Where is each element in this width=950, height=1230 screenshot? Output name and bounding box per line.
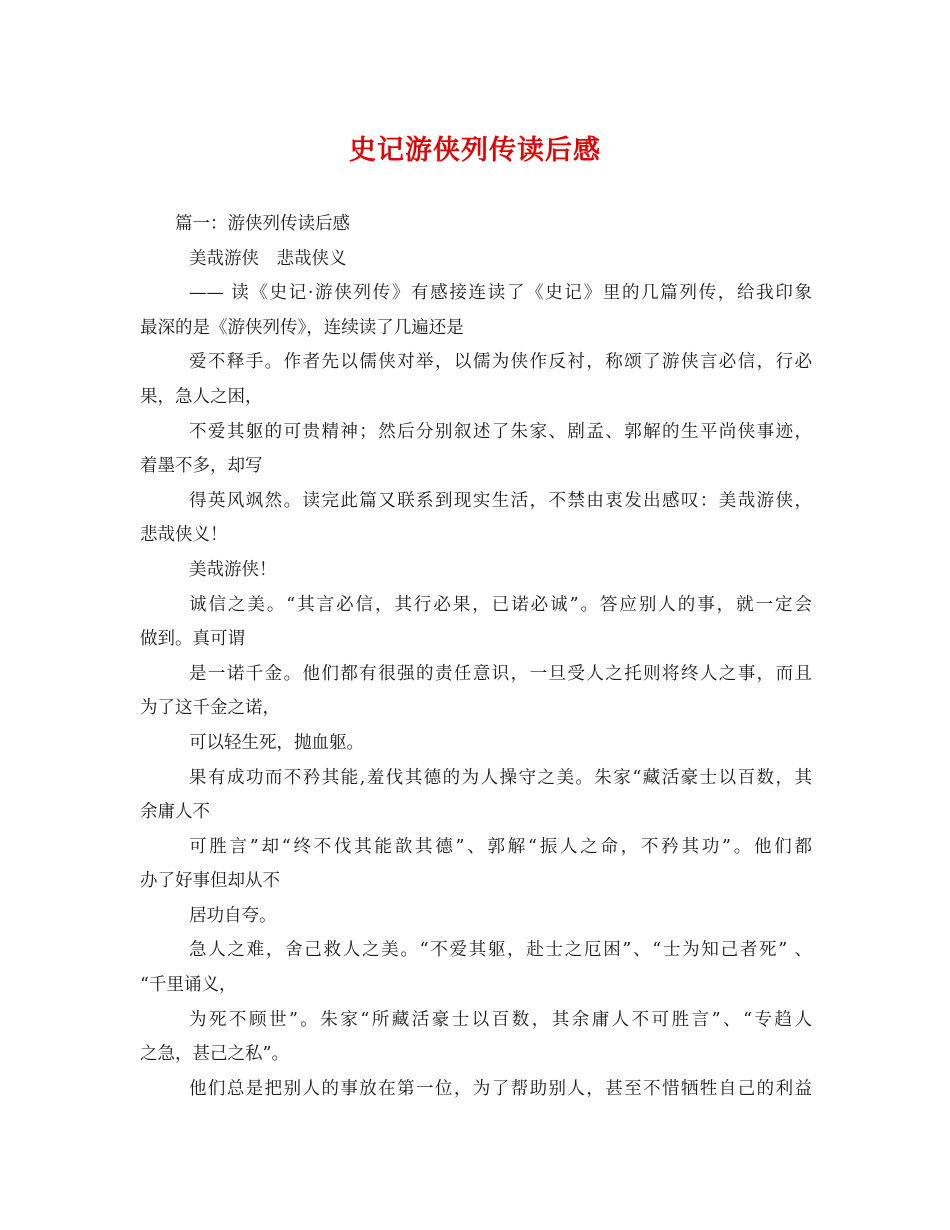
- paragraph-line: 果有成功而不矜其能,羞伐其德的为人操守之美。朱家“藏活豪士以百数，其: [189, 767, 812, 788]
- paragraph-line: 可以轻生死，抛血躯。: [189, 732, 364, 753]
- paragraph-line: 诚信之美。“其言必信，其行必果，已诺必诚”。答应别人的事，就一定会: [189, 594, 812, 615]
- paragraph-line: 果，急人之困，: [140, 386, 263, 407]
- paragraph-line: 悲哉侠义！: [140, 525, 228, 546]
- paragraph-line: 办了好事但却从不: [140, 871, 280, 892]
- paragraph-line: 爱不释手。作者先以儒侠对举，以儒为侠作反衬，称颂了游侠言必信，行必: [189, 352, 812, 373]
- paragraph-line: 急人之难，舍己救人之美。“不爱其躯，赴士之厄困”、“士为知己者死” 、: [189, 940, 812, 961]
- paragraph-line: 他们总是把别人的事放在第一位，为了帮助别人，甚至不惜牺牲自己的利益: [189, 1078, 812, 1099]
- paragraph-line: 可胜言”却“终不伐其能歆其德”、郭解“振人之命，不矜其功”。他们都: [189, 836, 812, 857]
- paragraph-line: 余庸人不: [140, 802, 210, 823]
- paragraph-line: 居功自夸。: [189, 905, 277, 926]
- paragraph-line: 为死不顾世”。朱家“所藏活豪士以百数，其余庸人不可胜言”、“专趋人: [189, 1009, 812, 1030]
- paragraph-line: 不爱其躯的可贵精神；然后分别叙述了朱家、剧孟、郭解的生平尚侠事迹，: [189, 421, 812, 442]
- document-body: [140, 207, 812, 1106]
- subtitle: 美哉游侠 悲哉侠义: [189, 248, 347, 269]
- section-heading: 篇一：游侠列传读后感: [175, 214, 350, 234]
- paragraph-line: 为了这千金之诺，: [140, 698, 280, 719]
- paragraph-line: 做到。真可谓: [140, 629, 245, 650]
- paragraph-line: 得英风飒然。读完此篇又联系到现实生活，不禁由衷发出感叹：美哉游侠，: [189, 490, 812, 511]
- paragraph-line: 是一诺千金。他们都有很强的责任意识，一旦受人之托则将终人之事，而且: [189, 663, 812, 684]
- paragraph-line: —— 读《史记·游侠列传》有感接连读了《史记》里的几篇列传，给我印象: [189, 283, 812, 304]
- paragraph-line: “千里诵义，: [140, 975, 237, 996]
- paragraph-line: 着墨不多，却写: [140, 456, 263, 477]
- paragraph-line: 最深的是《游侠列传》，连续读了几遍还是: [140, 317, 464, 338]
- paragraph-line: 之急，甚己之私”。: [140, 1044, 289, 1065]
- document-title: 史记游侠列传读后感: [349, 135, 601, 166]
- paragraph-line: 美哉游侠！: [189, 559, 277, 580]
